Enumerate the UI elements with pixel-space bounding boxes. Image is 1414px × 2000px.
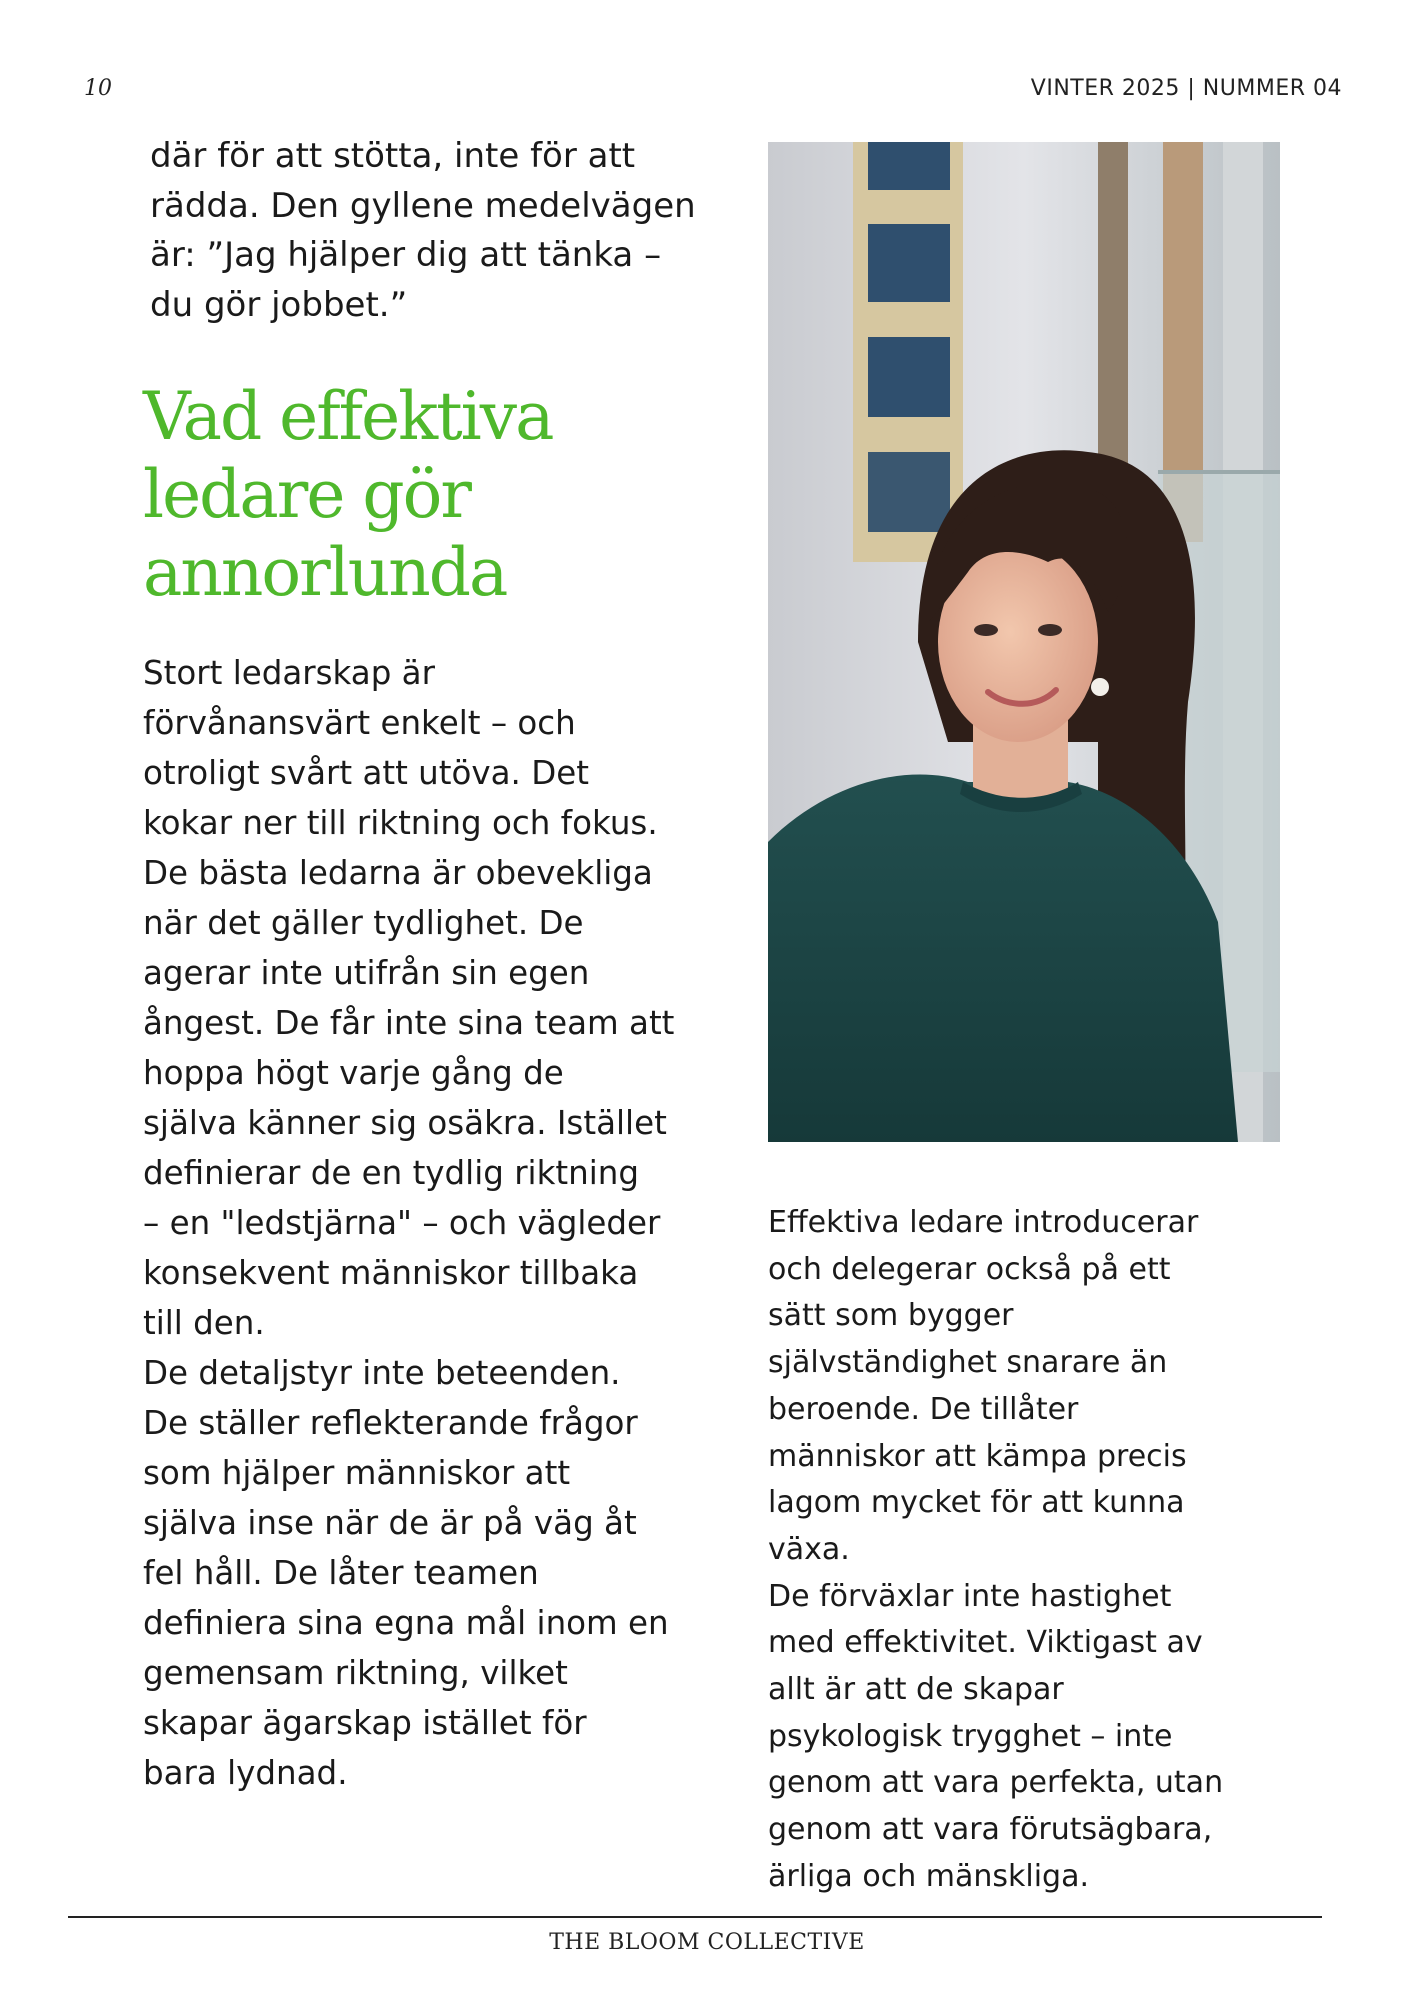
portrait-photo	[768, 142, 1280, 1142]
footer-divider	[68, 1916, 1322, 1918]
page-number: 10	[84, 76, 112, 101]
intro-paragraph: där för att stötta, inte för att rädda. Den gyllene medelvägen är: ”Jag hjälper dig att tänka – du gör jobbet.”	[150, 136, 696, 325]
section-heading: Vad effektiva ledare gör annorlunda	[143, 378, 553, 611]
body-paragraph-right: Effektiva ledare introducerar och delegerar också på ett sätt som bygger självständighet snarare än beroende. De tillåter människor att kämpa precis lagom mycket för att kunna växa. De förväxlar inte hastighet med effektivitet. Viktigast av allt är att de skapar psykologisk trygghet – inte genom att vara perfekta, utan genom att vara förutsägbara, ärliga och mänskliga.	[768, 1205, 1224, 1894]
issue-label: VINTER 2025 | NUMMER 04	[1030, 76, 1342, 101]
body-paragraph-left: Stort ledarskap är förvånansvärt enkelt – och otroligt svårt att utöva. Det kokar ner till riktning och fokus. De bästa ledarna är obevekliga när det gäller tydlighet. De agerar inte utifrån sin egen ångest. De får inte sina team att hoppa högt varje gång de själva känner sig osäkra. Istället definierar de en tydlig riktning – en "ledstjärna" – och vägleder konsekvent människor tillbaka till den. De detaljstyr inte beteenden. De ställer reflekterande frågor som hjälper människor att själva inse när de är på väg åt fel håll. De låter teamen definiera sina egna mål inom en gemensam riktning, vilket skapar ägarskap istället för bara lydnad.	[143, 654, 675, 1792]
footer-publication-title: THE BLOOM COLLECTIVE	[549, 1930, 865, 1955]
